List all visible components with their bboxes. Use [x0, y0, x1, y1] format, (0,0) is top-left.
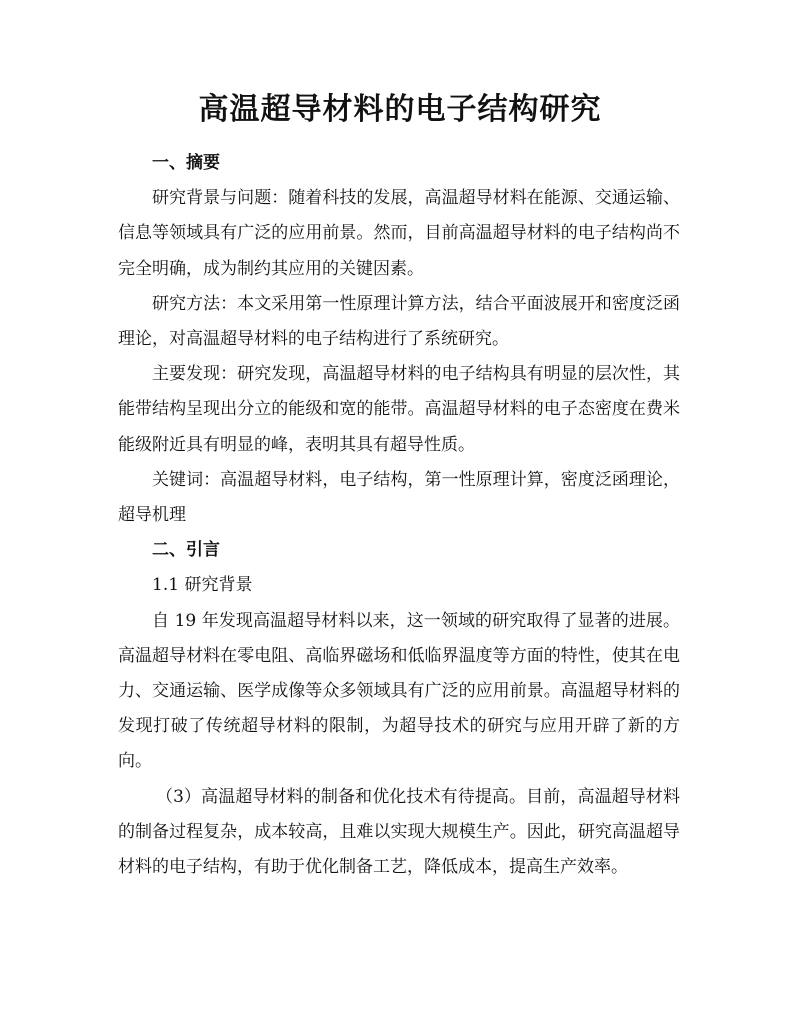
introduction-paragraph-1: 自 19 年发现高温超导材料以来，这一领域的研究取得了显著的进展。高温超导材料在零电阻、高临界磁场和低临界温度等方面的特性，使其在电力、交通运输、医学成像等众多领域具有广泛的应用前景。高温超导材料的发现打破了传统超导材料的限制，为超导技术的研究与应用开辟了新的方向。 [118, 610, 680, 772]
document-title: 高温超导材料的电子结构研究 [198, 92, 602, 127]
methods-paragraph: 研究方法：本文采用第一性原理计算方法，结合平面波展开和密度泛函理论，对高温超导材料的电子结构进行了系统研究。 [118, 293, 680, 350]
introduction-paragraph-2: （3）高温超导材料的制备和优化技术有待提高。目前，高温超导材料的制备过程复杂，成本较高，且难以实现大规模生产。因此，研究高温超导材料的电子结构，有助于优化制备工艺，降低成本，提高生产效率。 [118, 786, 680, 878]
introduction-heading: 二、引言 [152, 540, 220, 561]
abstract-heading: 一、摘要 [152, 153, 220, 173]
keywords-paragraph: 关键词：高温超导材料，电子结构，第一性原理计算，密度泛函理论，超导机理 [118, 469, 680, 526]
document-body [118, 146, 680, 885]
findings-paragraph: 主要发现：研究发现，高温超导材料的电子结构具有明显的层次性，其能带结构呈现出分立的能级和宽的能带。高温超导材料的电子态密度在费米能级附近具有明显的峰，表明其具有超导性质。 [118, 364, 680, 455]
background-paragraph: 研究背景与问题：随着科技的发展，高温超导材料在能源、交通运输、信息等领域具有广泛的应用前景。然而，目前高温超导材料的电子结构尚不完全明确，成为制约其应用的关键因素。 [118, 188, 680, 279]
subsection-heading: 1.1 研究背景 [152, 575, 253, 596]
